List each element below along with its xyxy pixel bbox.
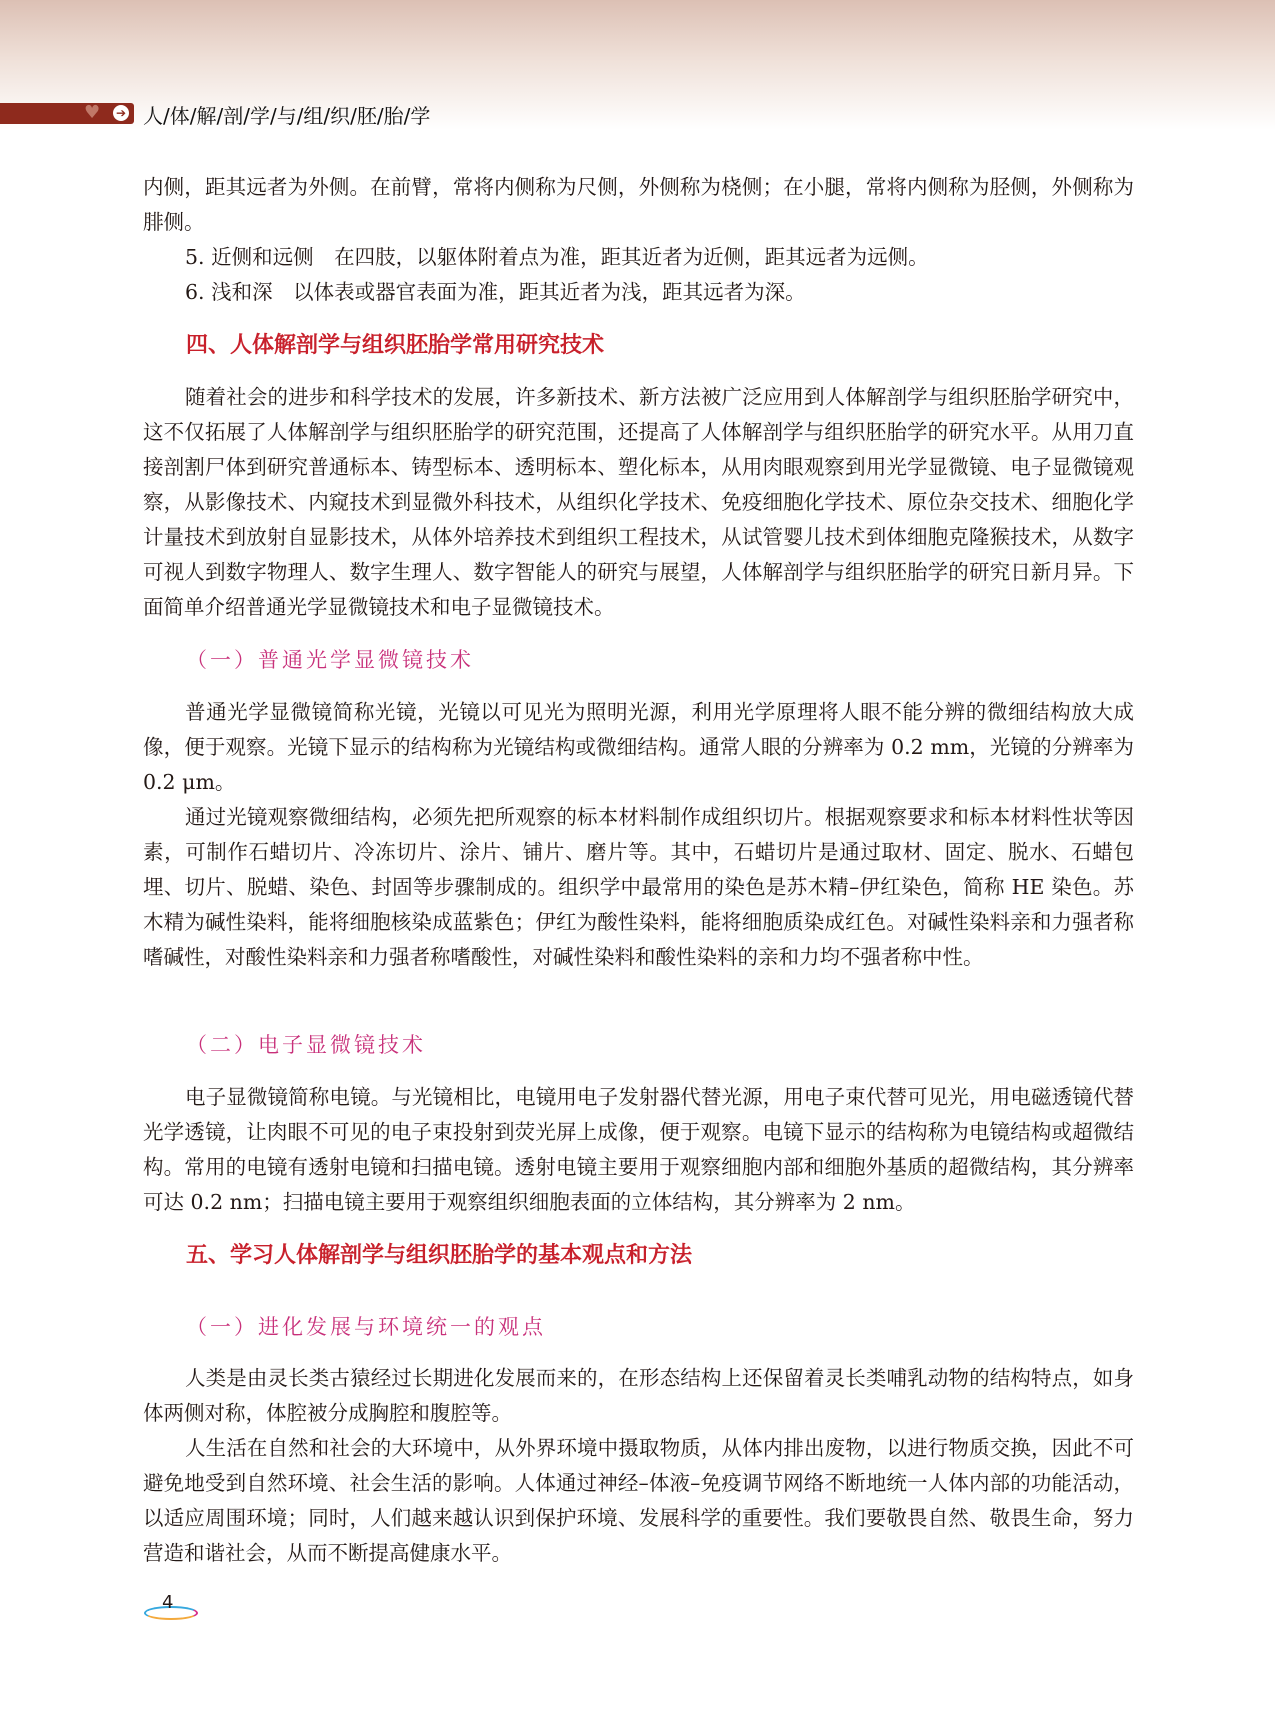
book-title: 人/体/解/剖/学/与/组/织/胚/胎/学 [143,104,431,128]
section-heading: 四、人体解剖学与组织胚胎学常用研究技术 [186,332,605,358]
subsection-body [143,695,1134,975]
subsection-heading: （一）普通光学显微镜技术 [186,648,474,672]
intro-text [143,170,1134,310]
arrow-right-icon: ➔ [113,105,129,121]
heart-icon: ♥ [84,102,101,123]
paragraph: 电子显微镜简称电镜。与光镜相比，电镜用电子发射器代替光源，用电子束代替可见光，用电磁透镜代替光学透镜，让肉眼不可见的电子束投射到荧光屏上成像，便于观察。电镜下显示的结构称为电镜结构或超微结构。常用的电镜有透射电镜和扫描电镜。透射电镜主要用于观察细胞内部和细胞外基质的超微结构，其分辨率可达 0.2 nm；扫描电镜主要用于观察组织细胞表面的立体结构，其分辨率为 2 nm。 [143,1085,1134,1214]
page-number [144,1592,196,1620]
page-number-text: 4 [162,1592,174,1613]
subsection-body [143,1080,1134,1220]
paragraph: 通过光镜观察微细结构，必须先把所观察的标本材料制作成组织切片。根据观察要求和标本材料性状等因素，可制作石蜡切片、冷冻切片、涂片、铺片、磨片等。其中，石蜡切片是通过取材、固定、脱水、石蜡包埋、切片、脱蜡、染色、封固等步骤制成的。组织学中最常用的染色是苏木精–伊红染色，简称 HE 染色。苏木精为碱性染料，能将细胞核染成蓝紫色；伊红为酸性染料，能将细胞质染成红色。对碱性染料亲和力强者称嗜碱性，对酸性染料亲和力强者称嗜酸性，对碱性染料和酸性染料的亲和力均不强者称中性。 [143,805,1134,969]
paragraph: 人类是由灵长类古猿经过长期进化发展而来的，在形态结构上还保留着灵长类哺乳动物的结构特点，如身体两侧对称，体腔被分成胸腔和腹腔等。 [143,1366,1134,1425]
paragraph: 随着社会的进步和科学技术的发展，许多新技术、新方法被广泛应用到人体解剖学与组织胚胎学研究中，这不仅拓展了人体解剖学与组织胚胎学的研究范围，还提高了人体解剖学与组织胚胎学的研究水平。从用刀直接剖割尸体到研究普通标本、铸型标本、透明标本、塑化标本，从用肉眼观察到用光学显微镜、电子显微镜观察，从影像技术、内窥技术到显微外科技术，从组织化学技术、免疫细胞化学技术、原位杂交技术、细胞化学计量技术到放射自显影技术，从体外培养技术到组织工程技术，从试管婴儿技术到体细胞克隆猴技术，从数字可视人到数字物理人、数字生理人、数字智能人的研究与展望，人体解剖学与组织胚胎学的研究日新月异。下面简单介绍普通光学显微镜技术和电子显微镜技术。 [143,385,1134,619]
paragraph: 6. 浅和深 以体表或器官表面为准，距其近者为浅，距其远者为深。 [185,280,806,304]
subsection-heading: （一）进化发展与环境统一的观点 [186,1315,546,1339]
paragraph: 人生活在自然和社会的大环境中，从外界环境中摄取物质，从体内排出废物，以进行物质交换，因此不可避免地受到自然环境、社会生活的影响。人体通过神经–体液–免疫调节网络不断地统一人体内部的功能活动，以适应周围环境；同时，人们越来越认识到保护环境、发展科学的重要性。我们要敬畏自然、敬畏生命，努力营造和谐社会，从而不断提高健康水平。 [143,1436,1134,1565]
subsection-heading: （二）电子显微镜技术 [186,1033,426,1057]
paragraph: 5. 近侧和远侧 在四肢，以躯体附着点为准，距其近者为近侧，距其远者为远侧。 [185,245,929,269]
subsection-body [143,1361,1134,1571]
section-heading: 五、学习人体解剖学与组织胚胎学的基本观点和方法 [186,1242,693,1268]
paragraph: 内侧，距其远者为外侧。在前臂，常将内侧称为尺侧，外侧称为桡侧；在小腿，常将内侧称为胫侧，外侧称为腓侧。 [143,175,1134,234]
paragraph: 普通光学显微镜简称光镜，光镜以可见光为照明光源，利用光学原理将人眼不能分辨的微细结构放大成像，便于观察。光镜下显示的结构称为光镜结构或微细结构。通常人眼的分辨率为 0.2 mm，光镜的分辨率为 0.2 μm。 [143,700,1134,794]
section-body [143,380,1134,625]
